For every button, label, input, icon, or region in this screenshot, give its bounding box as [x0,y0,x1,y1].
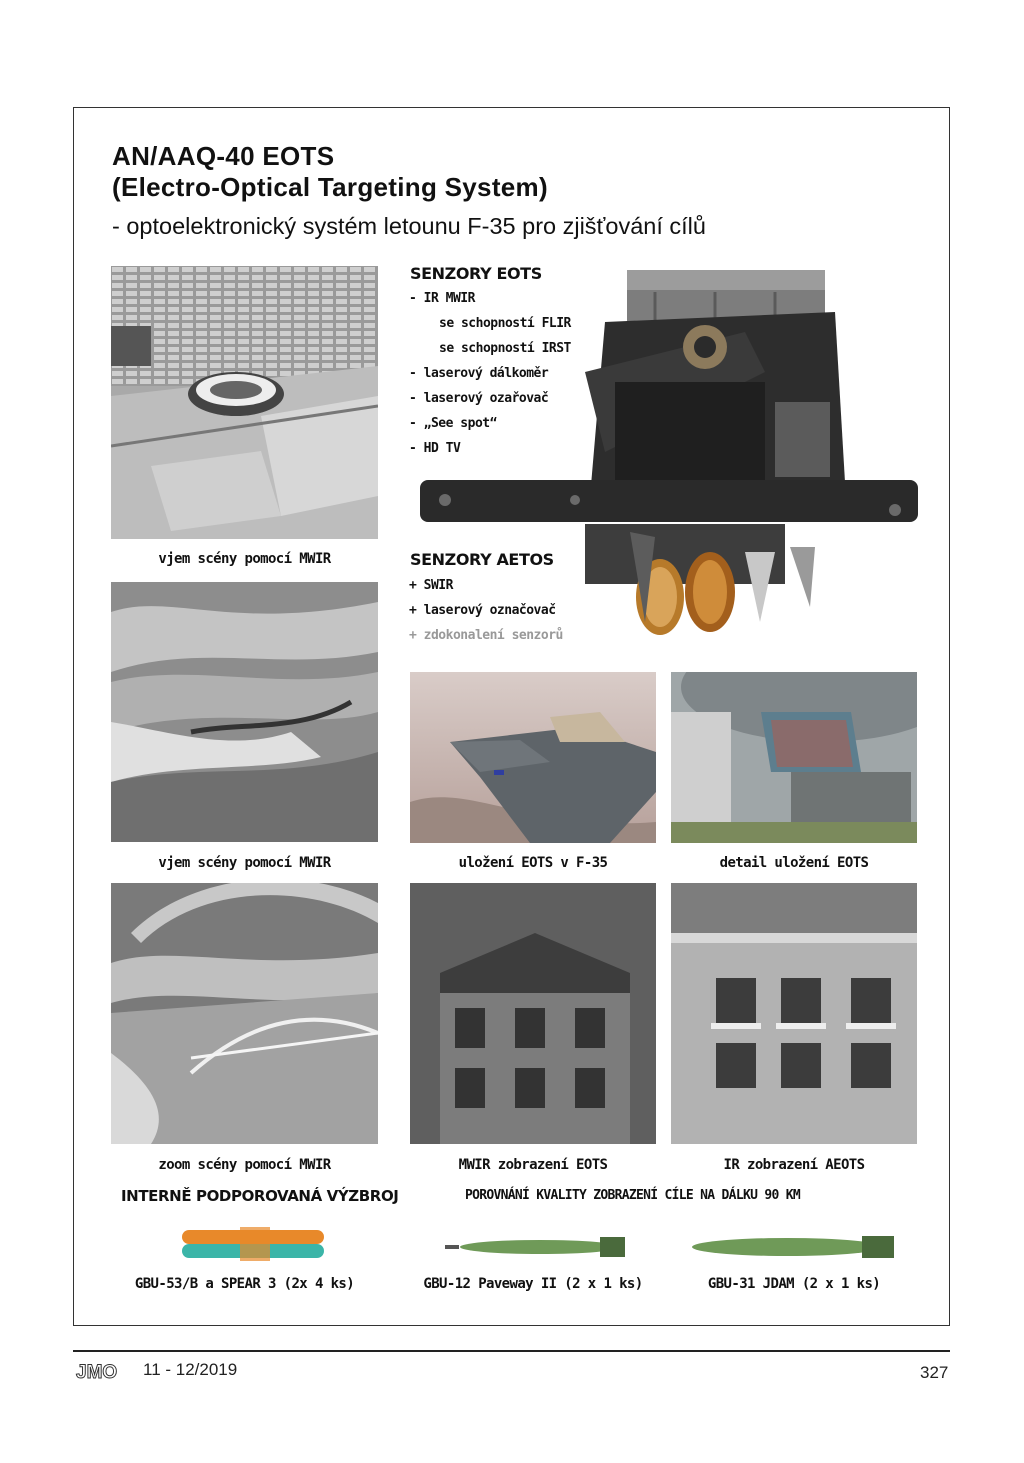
issue-label: 11 - 12/2019 [143,1360,238,1379]
title-line-1: AN/AAQ-40 EOTS [112,141,335,171]
list-item: - IR MWIR [409,291,475,306]
list-item: - laserový ozařovač [409,391,549,406]
aetos-sensors-heading: SENZORY AETOS [410,550,554,569]
page-number: 327 [920,1363,949,1382]
eots-detail-photo [671,672,917,843]
f35-photo [410,672,656,843]
caption-stadium: vjem scény pomocí MWIR [158,551,331,567]
list-item: se schopností FLIR [439,316,571,331]
list-item: se schopností IRST [439,341,571,356]
gbu53-spear-illustration [180,1224,326,1264]
caption-bridge: zoom scény pomocí MWIR [158,1157,331,1173]
list-item: + zdokonalení senzorů [409,628,563,643]
caption-detail: detail uložení EOTS [719,855,869,871]
jmo-logo [74,1360,128,1386]
caption-f35: uložení EOTS v F-35 [458,855,608,871]
ir-building-photo [671,883,917,1144]
weapon-label: GBU-12 Paveway II (2 x 1 ks) [423,1276,643,1292]
eots-sensors-heading: SENZORY EOTS [410,264,542,283]
comparison-note: POROVNÁNÍ KVALITY ZOBRAZENÍ CÍLE NA DÁLKU 90 KM [465,1188,800,1203]
list-item: - laserový dálkoměr [409,366,549,381]
mwir-bridge-photo [111,883,378,1144]
gbu31-illustration [692,1235,896,1259]
mwir-canyon-photo [111,582,378,842]
list-item: - „See spot“ [409,416,497,431]
weapon-label: GBU-31 JDAM (2 x 1 ks) [707,1276,881,1292]
list-item: + laserový označovač [409,603,556,618]
mwir-building-photo [410,883,656,1144]
svg-text:JMO: JMO [76,1362,118,1382]
gbu12-illustration [445,1236,627,1258]
weapons-heading: INTERNĚ PODPOROVANÁ VÝZBROJ [121,1187,399,1205]
subtitle: - optoelektronický systém letounu F-35 pro zjišťování cílů [112,213,706,239]
list-item: + SWIR [409,578,453,593]
caption-ir-building: IR zobrazení AEOTS [723,1157,865,1173]
footer-rule [73,1350,950,1352]
list-item: - HD TV [409,441,461,456]
caption-mwir-building: MWIR zobrazení EOTS [458,1157,608,1173]
caption-canyon: vjem scény pomocí MWIR [158,855,331,871]
eots-hardware-photo [415,262,920,642]
title-line-2: (Electro-Optical Targeting System) [112,172,548,202]
weapon-label: GBU-53/B a SPEAR 3 (2x 4 ks) [134,1276,355,1292]
mwir-stadium-photo [111,266,378,539]
